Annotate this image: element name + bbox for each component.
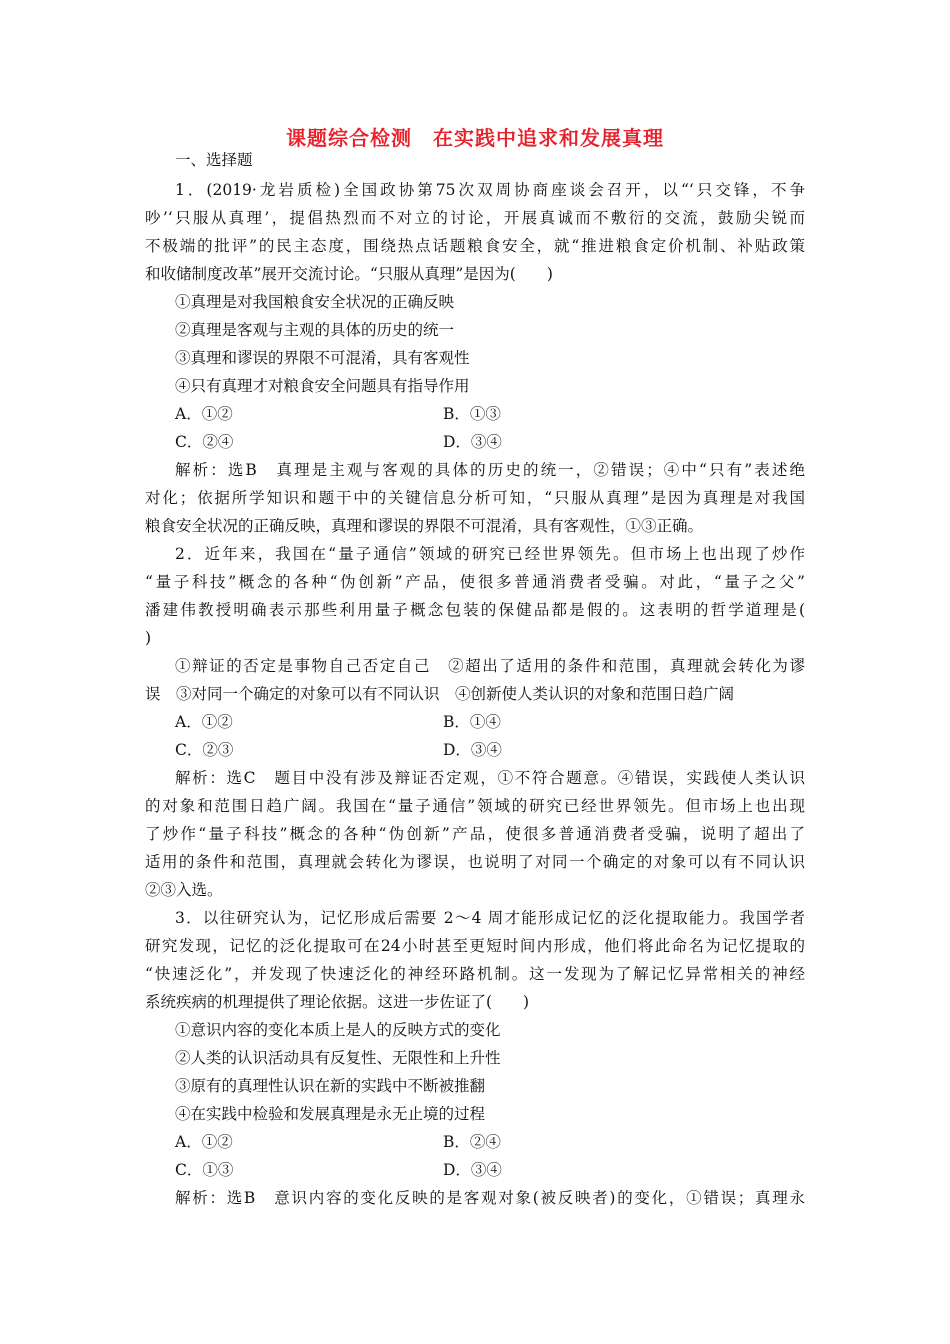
q3-item: ④在实践中检验和发展真理是永无止境的过程 (175, 1105, 486, 1123)
q2-item: 误 ③对同一个确定的对象可以有不同认识 ④创新使人类认识的对象和范围日趋广阔 (145, 685, 735, 703)
q2-line: 潘建伟教授明确表示那些利用量子概念包装的保健品都是假的。这表明的哲学道理是( (145, 601, 805, 619)
q1-line: 和收储制度改革”展开交流讨论。“只服从真理”是因为( ) (145, 265, 553, 283)
q1-line: 吵’‘只服从真理’，提倡热烈而不对立的讨论，开展真诚而不敷衍的交流，鼓励尖锐而 (145, 209, 805, 227)
q2-analysis: ②③入选。 (145, 881, 223, 899)
q1-line: 不极端的批评”的民主态度，围绕热点话题粮食安全，就“推进粮食定价机制、补贴政策 (145, 237, 805, 255)
q1-analysis: 对化；依据所学知识和题干中的关键信息分析可知，“只服从真理”是因为真理是对我国 (145, 489, 805, 507)
q1-analysis: 解析：选B 真理是主观与客观的具体的历史的统一，②错误；④中“只有”表述绝 (175, 461, 805, 479)
q1-item: ③真理和谬误的界限不可混淆，具有客观性 (175, 349, 470, 367)
q1-item: ①真理是对我国粮食安全状况的正确反映 (175, 293, 455, 311)
q2-option-b: B．①④ (443, 713, 501, 731)
page-title: 课题综合检测 在实践中追求和发展真理 (286, 126, 664, 150)
q2-option-d: D．③④ (443, 741, 502, 759)
q2-line: ) (145, 629, 152, 647)
q3-item: ③原有的真理性认识在新的实践中不断被推翻 (175, 1077, 486, 1095)
q2-line: “量子科技”概念的各种“伪创新”产品，使很多普通消费者受骗。对此，“量子之父” (145, 573, 805, 591)
q2-analysis: 的对象和范围日趋广阔。我国在“量子通信”领域的研究已经世界领先。但市场上也出现 (145, 797, 805, 815)
q3-line: 3．以往研究认为，记忆形成后需要 2～4 周才能形成记忆的泛化提取能力。我国学者 (175, 909, 805, 927)
q2-analysis: 了炒作“量子科技”概念的各种“伪创新”产品，使很多普通消费者受骗，说明了超出了 (145, 825, 805, 843)
q2-analysis: 解析：选C 题目中没有涉及辩证否定观，①不符合题意。④错误，实践使人类认识 (175, 769, 805, 787)
q1-option-d: D．③④ (443, 433, 502, 451)
q2-option-a: A．①② (175, 713, 233, 731)
q2-line: 2．近年来，我国在“量子通信”领域的研究已经世界领先。但市场上也出现了炒作 (175, 545, 805, 563)
q3-item: ①意识内容的变化本质上是人的反映方式的变化 (175, 1021, 501, 1039)
q3-option-c: C．①③ (175, 1161, 234, 1179)
q3-item: ②人类的认识活动具有反复性、无限性和上升性 (175, 1049, 501, 1067)
q1-item: ④只有真理才对粮食安全问题具有指导作用 (175, 377, 470, 395)
section-heading: 一、选择题 (175, 151, 253, 169)
q1-option-c: C．②④ (175, 433, 234, 451)
q1-option-b: B．①③ (443, 405, 501, 423)
q3-option-d: D．③④ (443, 1161, 502, 1179)
q3-line: 研究发现，记忆的泛化提取可在24小时甚至更短时间内形成，他们将此命名为记忆提取的 (145, 937, 805, 955)
q1-option-a: A．①② (175, 405, 233, 423)
q3-option-a: A．①② (175, 1133, 233, 1151)
q3-line: 系统疾病的机理提供了理论依据。这进一步佐证了( ) (145, 993, 530, 1011)
q3-option-b: B．②④ (443, 1133, 501, 1151)
q1-analysis: 粮食安全状况的正确反映，真理和谬误的界限不可混淆，具有客观性，①③正确。 (145, 517, 704, 535)
q2-analysis: 适用的条件和范围，真理就会转化为谬误，也说明了对同一个确定的对象可以有不同认识 (145, 853, 805, 871)
q1-line: 1．(2019·龙岩质检)全国政协第75次双周协商座谈会召开，以“‘只交锋，不争 (175, 181, 805, 199)
q3-analysis: 解析：选B 意识内容的变化反映的是客观对象(被反映者)的变化，①错误；真理永 (175, 1189, 805, 1207)
q3-line: “快速泛化”，并发现了快速泛化的神经环路机制。这一发现为了解记忆异常相关的神经 (145, 965, 805, 983)
q2-option-c: C．②③ (175, 741, 234, 759)
q2-item: ①辩证的否定是事物自己否定自己 ②超出了适用的条件和范围，真理就会转化为谬 (175, 657, 805, 675)
q1-item: ②真理是客观与主观的具体的历史的统一 (175, 321, 455, 339)
